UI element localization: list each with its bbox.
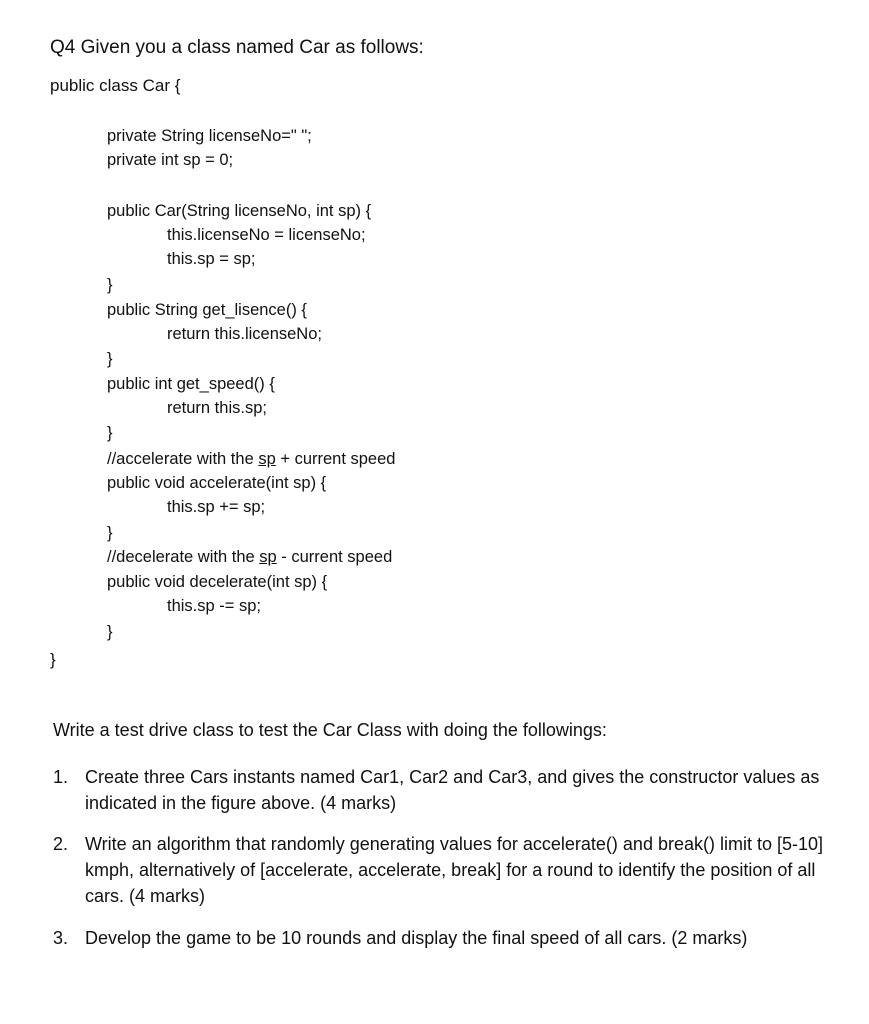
code-line: return this.sp;: [167, 399, 267, 417]
code-line: public void accelerate(int sp) {: [107, 474, 327, 492]
comment-text: + current speed: [275, 450, 396, 468]
class-close-brace: }: [50, 650, 56, 669]
comment-text: //decelerate with the: [107, 548, 260, 566]
code-line: }: [107, 524, 113, 542]
comment-text: //accelerate with the: [107, 450, 259, 468]
question-heading: Q4 Given you a class named Car as follows:: [50, 37, 424, 58]
code-line: }: [107, 350, 113, 368]
code-line: public void decelerate(int sp) {: [107, 573, 328, 591]
code-line: public int get_speed() {: [107, 375, 275, 393]
task-text: Develop the game to be 10 rounds and display the final speed of all cars. (2 marks): [85, 928, 748, 948]
code-line: return this.licenseNo;: [167, 325, 322, 343]
code-line: }: [107, 276, 113, 294]
comment-sp: sp: [258, 450, 276, 468]
task-text: Create three Cars instants named Car1, Car2 and Car3, and gives the constructor values as indicated in the figure above. (4 marks): [85, 767, 820, 813]
code-line: }: [107, 424, 113, 442]
code-line: public Car(String licenseNo, int sp) {: [107, 202, 372, 220]
code-line: this.licenseNo = licenseNo;: [167, 226, 366, 244]
code-line: this.sp += sp;: [167, 498, 266, 516]
task-number: 1.: [53, 767, 69, 787]
code-line: public String get_lisence() {: [107, 301, 307, 319]
class-declaration: public class Car {: [50, 76, 181, 95]
comment-text: - current speed: [276, 548, 393, 566]
comment-sp: sp: [259, 548, 277, 566]
task-number: 3.: [53, 928, 69, 948]
code-line: this.sp = sp;: [167, 250, 256, 268]
code-comment: [107, 545, 392, 569]
task-intro: Write a test drive class to test the Car Class with doing the followings:: [53, 720, 607, 740]
task-text: Write an algorithm that randomly generating values for accelerate() and break() limit to [5-10] kmph, alternatively of [accelerate, accelerate, break] for a round to identify the position of all cars. (4 marks): [85, 834, 824, 906]
code-line: }: [107, 623, 113, 641]
code-line: private int sp = 0;: [107, 151, 234, 169]
code-line: this.sp -= sp;: [167, 597, 261, 615]
code-line: private String licenseNo=" ";: [107, 127, 312, 145]
code-comment: [107, 447, 395, 471]
task-number: 2.: [53, 834, 69, 854]
